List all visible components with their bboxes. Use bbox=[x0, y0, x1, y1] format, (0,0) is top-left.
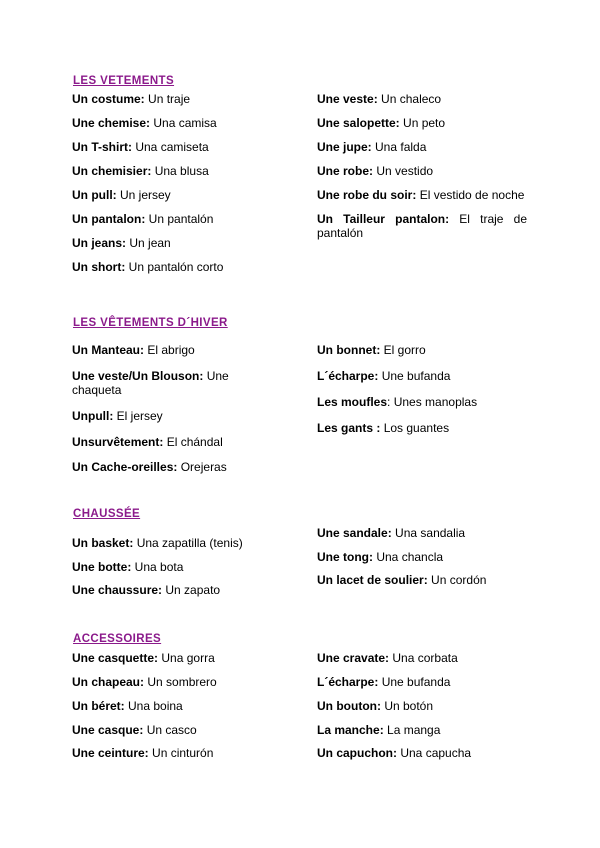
vocab-term: Une chaussure: bbox=[72, 583, 163, 597]
vocab-term: Un capuchon: bbox=[317, 746, 397, 760]
vocab-translation: El traje de pantalón bbox=[317, 212, 527, 240]
vocab-entry bbox=[317, 699, 527, 713]
vocab-translation: El vestido de noche bbox=[419, 188, 525, 202]
vocab-term: Un pantalon: bbox=[72, 212, 146, 226]
section-heading-chaussee: CHAUSSÉE bbox=[73, 508, 141, 520]
vocab-translation: Un jersey bbox=[120, 188, 171, 202]
vocab-term: Une cravate: bbox=[317, 651, 390, 665]
vocab-term: Une veste: bbox=[317, 92, 378, 106]
vocab-entry bbox=[72, 583, 272, 597]
vocab-term: L´écharpe: bbox=[317, 675, 379, 689]
vocab-translation: El gorro bbox=[383, 343, 426, 357]
vocab-translation: Un botón bbox=[384, 699, 434, 713]
vocab-term: Un bouton: bbox=[317, 699, 381, 713]
vocab-term: Unpull: bbox=[72, 409, 114, 423]
vocab-translation: Una chancla bbox=[376, 550, 444, 564]
vocab-entry bbox=[72, 140, 272, 154]
vocab-entry bbox=[317, 550, 527, 564]
vocab-translation: Un traje bbox=[148, 92, 191, 106]
vocab-entry bbox=[317, 651, 527, 665]
vocab-translation: Un pantalón corto bbox=[128, 260, 224, 274]
vocab-term: Une salopette: bbox=[317, 116, 400, 130]
vocab-entry bbox=[72, 435, 272, 449]
vocab-term: Un bonnet: bbox=[317, 343, 381, 357]
vocab-term: Une sandale: bbox=[317, 526, 392, 540]
vocab-entry bbox=[72, 212, 272, 226]
vocab-translation: Un cordón bbox=[431, 573, 487, 587]
vocab-translation: Un chaleco bbox=[381, 92, 442, 106]
vocab-entry bbox=[72, 675, 272, 689]
vocab-term: Un T-shirt: bbox=[72, 140, 132, 154]
vocab-translation: Una capucha bbox=[400, 746, 472, 760]
vocab-term: Un basket: bbox=[72, 536, 134, 550]
vocab-translation: Una camisa bbox=[153, 116, 217, 130]
vocab-term: Une casque: bbox=[72, 723, 144, 737]
vocab-translation: : Unes manoplas bbox=[387, 395, 478, 409]
vocab-translation: Une bufanda bbox=[381, 675, 451, 689]
vocab-entry bbox=[72, 116, 272, 130]
vocab-entry bbox=[72, 260, 272, 274]
vocab-translation: Una falda bbox=[375, 140, 427, 154]
vocab-translation: Un jean bbox=[129, 236, 171, 250]
vocab-translation: Una sandalia bbox=[395, 526, 466, 540]
vocab-entry bbox=[72, 236, 272, 250]
vocab-term: Un béret: bbox=[72, 699, 125, 713]
vocab-entry bbox=[72, 651, 272, 665]
vocab-entry bbox=[317, 164, 527, 178]
vocab-entry bbox=[72, 746, 272, 760]
vocab-term: Une robe du soir: bbox=[317, 188, 417, 202]
vocab-entry bbox=[317, 395, 527, 409]
vocab-entry bbox=[72, 460, 272, 474]
vocab-entry bbox=[317, 212, 527, 240]
vocab-term: Les gants : bbox=[317, 421, 381, 435]
vocab-term: Un Cache-oreilles: bbox=[72, 460, 178, 474]
vocab-term: Les moufles bbox=[317, 395, 388, 409]
vocab-entry bbox=[72, 723, 272, 737]
vocab-translation: Un peto bbox=[403, 116, 446, 130]
vocab-translation: Una boina bbox=[128, 699, 183, 713]
vocab-translation: Una gorra bbox=[161, 651, 215, 665]
vocab-translation: Una zapatilla (tenis) bbox=[136, 536, 243, 550]
vocab-entry bbox=[317, 723, 527, 737]
vocab-term: Une veste/Un Blouson: bbox=[72, 369, 204, 383]
vocab-term: Un lacet de soulier: bbox=[317, 573, 428, 587]
vocab-translation: Une chaqueta bbox=[72, 369, 229, 397]
vocab-translation: Un casco bbox=[146, 723, 197, 737]
vocab-term: Un pull: bbox=[72, 188, 117, 202]
vocab-term: Un chemisier: bbox=[72, 164, 152, 178]
vocab-entry bbox=[72, 343, 272, 357]
vocab-entry bbox=[72, 699, 272, 713]
vocab-entry bbox=[72, 92, 272, 106]
vocab-term: Un chapeau: bbox=[72, 675, 145, 689]
vocab-entry bbox=[72, 164, 272, 178]
vocab-term: Une botte: bbox=[72, 560, 132, 574]
vocab-entry bbox=[317, 421, 527, 435]
vocab-entry bbox=[317, 92, 527, 106]
vocab-translation: Orejeras bbox=[180, 460, 227, 474]
vocab-translation: Una blusa bbox=[154, 164, 209, 178]
vocab-translation: El jersey bbox=[116, 409, 163, 423]
vocab-term: Une casquette: bbox=[72, 651, 159, 665]
vocab-term: L´écharpe: bbox=[317, 369, 379, 383]
vocab-entry bbox=[72, 369, 272, 397]
vocab-term: Une chemise: bbox=[72, 116, 151, 130]
vocab-translation: Una bota bbox=[134, 560, 184, 574]
vocab-translation: Una camiseta bbox=[135, 140, 209, 154]
vocab-entry bbox=[72, 560, 272, 574]
vocab-entry bbox=[317, 116, 527, 130]
section-heading-vetements: LES VETEMENTS bbox=[73, 75, 175, 87]
vocab-term: Un Manteau: bbox=[72, 343, 144, 357]
vocab-entry bbox=[317, 188, 527, 202]
vocab-term: Une tong: bbox=[317, 550, 373, 564]
vocab-translation: Un sombrero bbox=[147, 675, 217, 689]
vocab-translation: Un pantalón bbox=[148, 212, 214, 226]
vocab-term: Un Tailleur pantalon: bbox=[317, 212, 450, 226]
section-heading-vetements-hiver: LES VÊTEMENTS D´HIVER bbox=[73, 317, 228, 329]
vocab-translation: Un zapato bbox=[165, 583, 221, 597]
vocab-translation: El chándal bbox=[166, 435, 223, 449]
vocab-entry bbox=[317, 369, 527, 383]
vocab-translation: Los guantes bbox=[383, 421, 450, 435]
section-heading-accessoires: ACCESSOIRES bbox=[73, 633, 162, 645]
vocab-term: Une robe: bbox=[317, 164, 374, 178]
vocab-translation: Un vestido bbox=[376, 164, 434, 178]
vocab-term: La manche: bbox=[317, 723, 384, 737]
vocab-translation: Un cinturón bbox=[152, 746, 214, 760]
vocab-entry bbox=[72, 409, 272, 423]
vocab-entry bbox=[317, 343, 527, 357]
vocab-entry bbox=[72, 188, 272, 202]
vocab-term: Unsurvêtement: bbox=[72, 435, 164, 449]
vocab-term: Un jeans: bbox=[72, 236, 127, 250]
vocab-term: Un short: bbox=[72, 260, 126, 274]
vocab-entry bbox=[317, 573, 527, 587]
vocab-term: Un costume: bbox=[72, 92, 145, 106]
vocab-entry bbox=[72, 536, 272, 550]
vocab-translation: Una corbata bbox=[392, 651, 458, 665]
vocab-term: Une ceinture: bbox=[72, 746, 149, 760]
vocab-entry bbox=[317, 746, 527, 760]
vocab-entry bbox=[317, 526, 527, 540]
vocab-term: Une jupe: bbox=[317, 140, 372, 154]
vocab-entry bbox=[317, 675, 527, 689]
vocab-translation: Une bufanda bbox=[381, 369, 451, 383]
vocab-translation: La manga bbox=[387, 723, 441, 737]
vocab-entry bbox=[317, 140, 527, 154]
vocab-translation: El abrigo bbox=[147, 343, 195, 357]
